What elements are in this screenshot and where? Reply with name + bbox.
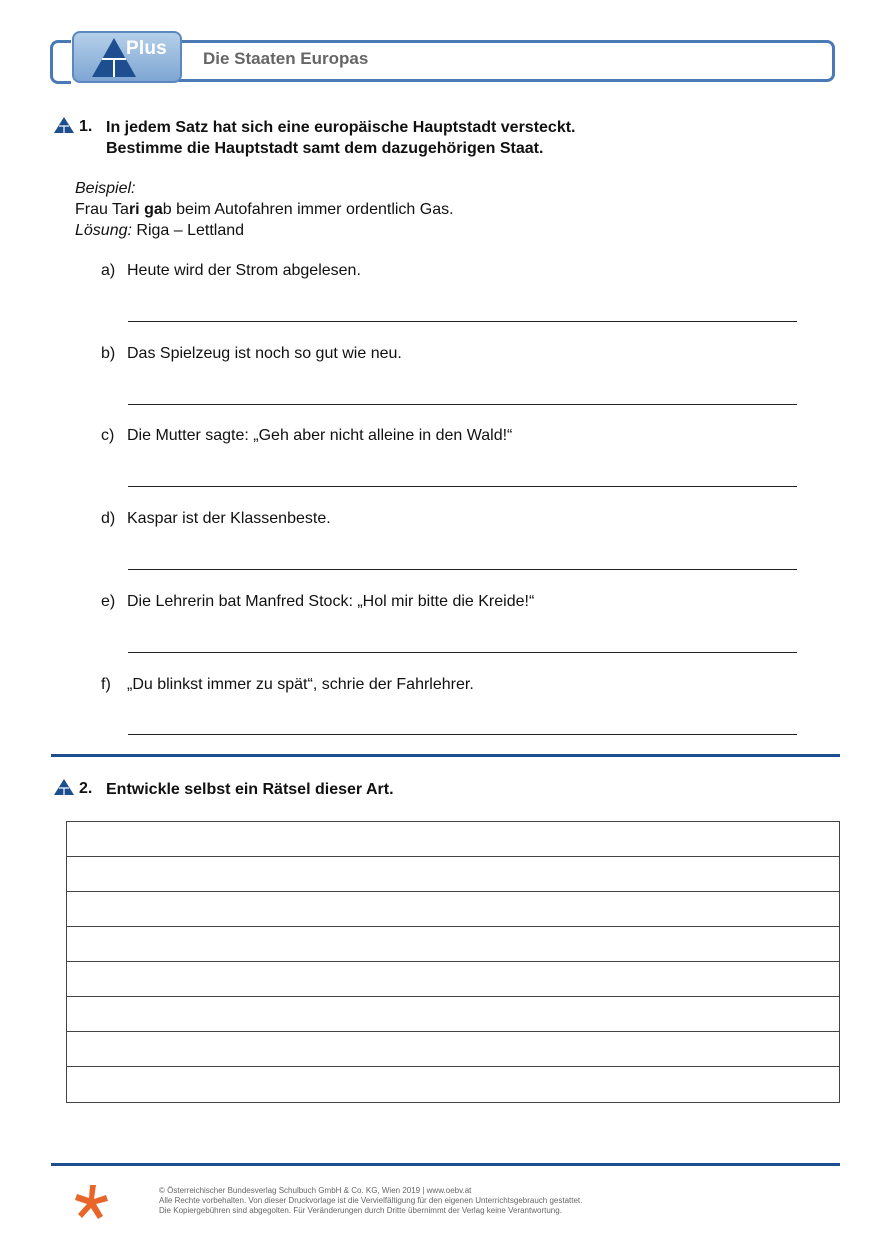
answer-line-b[interactable] <box>128 404 797 405</box>
task-triangle-icon <box>54 117 74 134</box>
example-part-3: b beim Autofahren immer ordentlich Gas. <box>162 201 454 218</box>
footer-line-3: Die Kopiergebühren sind abgegolten. Für Veränderungen durch Dritte übernimmt der Verlag keine Verantwortung. <box>159 1206 562 1215</box>
item-e-text: Die Lehrerin bat Manfred Stock: „Hol mir bitte die Kreide!“ <box>127 593 535 610</box>
example-block <box>75 178 454 241</box>
example-sentence <box>75 199 454 220</box>
answer-line-e[interactable] <box>128 652 797 653</box>
writing-grid <box>66 821 840 1103</box>
footer-divider <box>51 1163 840 1166</box>
footer-line-2: Alle Rechte vorbehalten. Von dieser Druckvorlage ist die Vervielfältigung für den eigenen Unterrichtsgebrauch gestattet. <box>159 1196 583 1205</box>
task2-heading: Entwickle selbst ein Rätsel dieser Art. <box>106 781 394 798</box>
item-a-letter: a) <box>101 262 116 279</box>
writing-row[interactable] <box>67 1032 839 1067</box>
section-divider <box>51 754 840 757</box>
example-part-1: Frau Ta <box>75 201 129 218</box>
page-title: Die Staaten Europas <box>203 49 369 68</box>
task-triangle-icon <box>54 779 74 796</box>
answer-line-c[interactable] <box>128 486 797 487</box>
task2-number: 2. <box>79 780 93 797</box>
item-c-letter: c) <box>101 427 115 444</box>
example-label: Beispiel: <box>75 180 136 197</box>
writing-row[interactable] <box>67 962 839 997</box>
writing-row[interactable] <box>67 892 839 927</box>
item-a-text: Heute wird der Strom abgelesen. <box>127 262 361 279</box>
writing-row[interactable] <box>67 822 839 857</box>
header-frame-left <box>50 40 71 84</box>
item-f-letter: f) <box>101 676 111 693</box>
logo-label: Plus <box>126 38 167 59</box>
footer-line-1: © Österreichischer Bundesverlag Schulbuch GmbH & Co. KG, Wien 2019 | www.oebv.at <box>159 1186 472 1195</box>
footer-copyright <box>159 1186 582 1216</box>
solution-line <box>75 220 454 241</box>
item-b-text: Das Spielzeug ist noch so gut wie neu. <box>127 345 402 362</box>
answer-line-d[interactable] <box>128 569 797 570</box>
publisher-logo-icon <box>72 1183 112 1221</box>
task1-number: 1. <box>79 118 93 135</box>
task1-heading-line1: In jedem Satz hat sich eine europäische Hauptstadt versteckt. <box>106 119 576 136</box>
item-f-text: „Du blinkst immer zu spät“, schrie der Fahrlehrer. <box>127 676 474 693</box>
answer-line-f[interactable] <box>128 734 797 735</box>
item-e-letter: e) <box>101 593 116 610</box>
example-part-hidden-capital: ri ga <box>128 201 163 218</box>
task1-heading <box>106 117 575 159</box>
solution-text: Riga – Lettland <box>131 222 245 239</box>
item-d-text: Kaspar ist der Klassenbeste. <box>127 510 331 527</box>
writing-row[interactable] <box>67 997 839 1032</box>
writing-row[interactable] <box>67 857 839 892</box>
writing-row[interactable] <box>67 1067 839 1102</box>
answer-line-a[interactable] <box>128 321 797 322</box>
item-b-letter: b) <box>101 345 116 362</box>
writing-row[interactable] <box>67 927 839 962</box>
item-d-letter: d) <box>101 510 116 527</box>
solution-label: Lösung: <box>75 222 132 239</box>
item-c-text: Die Mutter sagte: „Geh aber nicht alleine in den Wald!“ <box>127 427 513 444</box>
task1-heading-line2: Bestimme die Hauptstadt samt dem dazugehörigen Staat. <box>106 140 544 157</box>
